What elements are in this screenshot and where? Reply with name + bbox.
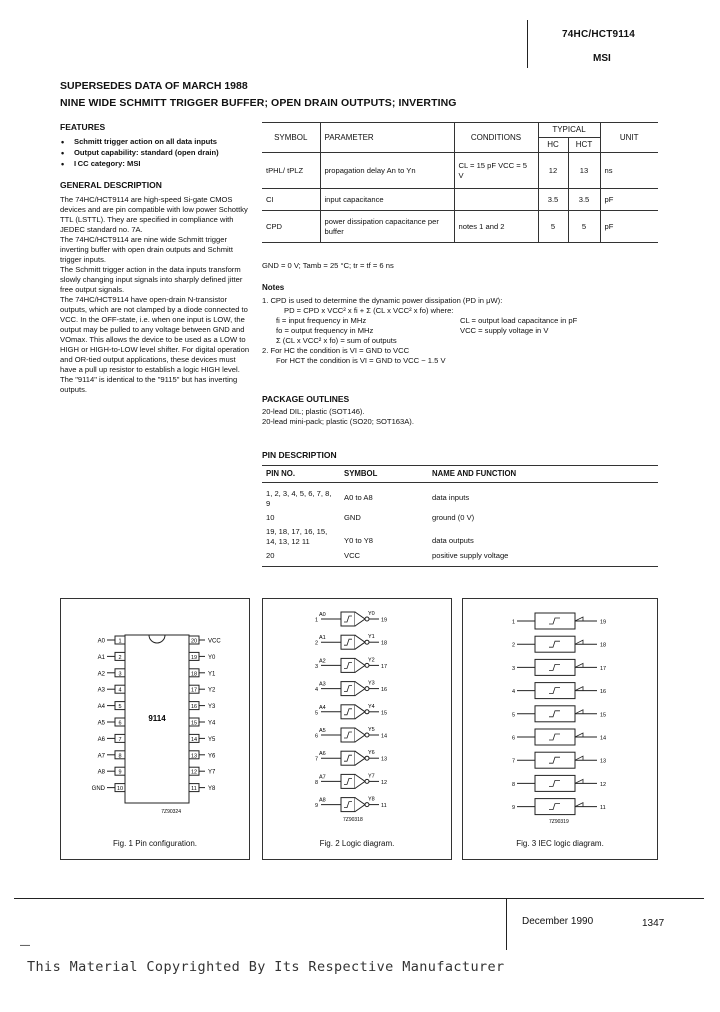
cell-unit: ns — [600, 153, 658, 189]
package-outlines — [262, 394, 414, 427]
iec-element-box — [535, 799, 575, 815]
note-line: VCC = supply voltage in V — [460, 326, 549, 335]
pin-label-right: VCC — [208, 638, 221, 645]
inversion-flag — [575, 710, 583, 714]
footer-divider — [14, 898, 704, 899]
output-pin-number: 19 — [600, 619, 607, 626]
inversion-flag — [575, 640, 583, 644]
feature-item: • Output capability: standard (open drain) — [60, 148, 250, 158]
iec-element-box — [535, 683, 575, 699]
output-pin-number: 18 — [600, 642, 607, 649]
pin-number-right: 16 — [190, 704, 198, 711]
input-pin-number: 1 — [511, 619, 515, 626]
input-pin-number: 6 — [511, 735, 515, 742]
inversion-bubble — [365, 779, 369, 783]
inverter-triangle — [355, 728, 365, 742]
output-pin-number: 17 — [381, 663, 388, 670]
features-heading: FEATURES — [60, 122, 106, 132]
iec-element-box — [535, 659, 575, 675]
feature-item: • I CC category: MSI — [60, 159, 250, 169]
iec-element-box — [535, 613, 575, 629]
iec-element-box — [535, 752, 575, 768]
general-description-heading: GENERAL DESCRIPTION — [60, 180, 162, 190]
pin-label-right: Y7 — [208, 769, 216, 776]
inverter-triangle — [355, 658, 365, 672]
description-paragraph: The 74HC/HCT9114 are nine wide Schmitt trigger inverting buffer with open drain outputs and Schmitt trigger inputs. — [60, 235, 233, 264]
note-line: Σ (CL x VCC² x fo) = sum of outputs — [276, 336, 397, 345]
col-hct: HCT — [568, 138, 600, 153]
document-title: NINE WIDE SCHMITT TRIGGER BUFFER; OPEN DRAIN OUTPUTS; INVERTING — [60, 97, 457, 109]
cell-conditions: CL = 15 pF VCC = 5 V — [454, 153, 538, 189]
cell-hc: 12 — [538, 153, 568, 189]
pin-label-left: A7 — [97, 753, 105, 760]
input-label: A5 — [319, 728, 326, 734]
table-row — [262, 153, 658, 189]
pin-label-right: Y8 — [208, 786, 216, 793]
inverter-triangle — [355, 798, 365, 812]
cell-hct: 3.5 — [568, 189, 600, 211]
inversion-flag — [575, 803, 583, 807]
output-label: Y0 — [368, 611, 375, 617]
col-name: NAME AND FUNCTION — [428, 466, 658, 483]
note-line: PD = CPD x VCC² x fi + Σ (CL x VCC² x fo) where: — [284, 306, 454, 315]
note-line: 1. CPD is used to determine the dynamic power dissipation (PD in μW): — [262, 296, 503, 305]
output-label: Y6 — [368, 750, 375, 757]
output-pin-number: 11 — [381, 803, 387, 810]
input-label: A7 — [319, 774, 326, 781]
pin-label-left: GND — [91, 786, 105, 793]
test-conditions: GND = 0 V; Tamb = 25 °C; tr = tf = 6 ns — [262, 261, 394, 270]
input-pin-number: 6 — [314, 733, 318, 740]
iec-element-box — [535, 729, 575, 745]
note-pair — [262, 316, 662, 326]
table-row — [262, 211, 658, 243]
pin-number-left: 7 — [118, 736, 122, 743]
figure-caption: Fig. 1 Pin configuration. — [112, 839, 198, 848]
output-pin-number: 16 — [381, 687, 388, 694]
input-pin-number: 4 — [314, 687, 318, 694]
inversion-bubble — [365, 756, 369, 760]
output-pin-number: 16 — [600, 689, 607, 696]
pin-number-right: 12 — [190, 769, 198, 776]
pin-number-left: 3 — [118, 671, 122, 678]
pin-number-left: 10 — [116, 786, 124, 793]
pin-label-left: A3 — [97, 687, 105, 694]
cell-pin: 20 — [262, 549, 340, 567]
note-line: For HCT the condition is VI = GND to VCC − 1.5 V — [276, 356, 446, 365]
cell-name: ground (0 V) — [432, 513, 475, 522]
inversion-bubble — [365, 640, 369, 644]
table-row — [262, 511, 658, 525]
description-paragraph: The 74HC/HCT9114 have open-drain N-transistor outputs, which are not clamped by a diode connected to VCC. In the OFF-state, i.e. when one input is LOW, the output may be pulled to any voltage between GND and VOmax. This allows the device to be used as a LOW to HIGH or HIGH-to-LOW level shifter. For digital operation and OR-tied output applications, these devices must have a pull up resistor to establish a logic HIGH level. — [60, 295, 250, 374]
note-line: fo = output frequency in MHz — [276, 326, 374, 335]
pin-label-left: A6 — [97, 736, 105, 743]
output-label: Y7 — [368, 773, 375, 780]
description-paragraph: The 74HC/HCT9114 are high-speed Si-gate CMOS devices and are pin compatible with low power Schottky TTL (LSTTL). They are specified in compliance with JEDEC standard no. 7A. — [60, 195, 248, 234]
pin-number-right: 19 — [190, 654, 198, 661]
table-row — [262, 525, 658, 549]
footer-dash: — — [20, 940, 30, 951]
figure-caption: Fig. 2 Logic diagram. — [319, 839, 395, 848]
inverter-triangle — [355, 635, 365, 649]
footer-date: December 1990 — [522, 916, 594, 927]
output-label: Y2 — [368, 657, 375, 664]
left-column — [60, 122, 250, 395]
output-pin-number: 18 — [381, 640, 388, 647]
cell-name: data inputs — [432, 493, 470, 502]
inverter-triangle — [355, 774, 365, 788]
cell-conditions: notes 1 and 2 — [454, 211, 538, 243]
inversion-flag — [575, 779, 583, 783]
output-pin-number: 19 — [381, 617, 388, 624]
inversion-bubble — [365, 710, 369, 714]
col-typical: TYPICAL — [538, 123, 600, 138]
input-pin-number: 3 — [511, 665, 515, 672]
cell-symbol: GND — [344, 513, 361, 522]
input-label: A6 — [319, 751, 326, 758]
cell-unit: pF — [600, 211, 658, 243]
output-pin-number: 15 — [600, 712, 607, 719]
figure-iec-logic-diagram — [462, 598, 658, 860]
pin-configuration-diagram — [61, 599, 251, 829]
pin-number-right: 14 — [190, 736, 198, 743]
cell-symbol: Y0 to Y8 — [344, 536, 373, 545]
note-line: 2. For HC the condition is VI = GND to VCC — [262, 346, 410, 355]
col-symbol: SYMBOL — [262, 123, 320, 153]
supersedes-note: SUPERSEDES DATA OF MARCH 1988 — [60, 80, 248, 92]
input-pin-number: 8 — [314, 779, 318, 786]
cell-hc: 3.5 — [538, 189, 568, 211]
table-row — [262, 189, 658, 211]
pin-number-right: 20 — [190, 638, 198, 645]
cell-symbol: VCC — [340, 549, 428, 567]
feature-item: • Schmitt trigger action on all data inputs — [60, 137, 250, 147]
input-pin-number: 2 — [511, 642, 515, 649]
inversion-flag — [575, 663, 583, 667]
inverter-triangle — [355, 682, 365, 696]
input-label: A0 — [319, 612, 326, 618]
cell-parameter: propagation delay An to Yn — [320, 153, 454, 189]
pin-number-right: 13 — [190, 753, 198, 760]
description-paragraph: The Schmitt trigger action in the data inputs transform slowly changing input signals into sharply defined jitter free output signals. — [60, 265, 243, 294]
table-row — [262, 549, 658, 567]
col-parameter: PARAMETER — [320, 123, 454, 153]
logic-diagram — [263, 599, 453, 829]
table-row — [262, 483, 658, 512]
input-pin-number: 9 — [314, 803, 318, 810]
pin-label-right: Y0 — [208, 654, 216, 661]
cell-symbol: A0 to A8 — [344, 493, 373, 502]
output-pin-number: 12 — [600, 781, 607, 788]
figure-code: 7Z90318 — [343, 817, 363, 823]
col-symbol: SYMBOL — [340, 466, 428, 483]
features-list — [60, 137, 250, 169]
note-line: fi = input frequency in MHz — [276, 316, 367, 325]
output-pin-number: 11 — [600, 805, 606, 812]
pin-number-right: 17 — [190, 687, 198, 694]
footer-vertical-divider — [506, 898, 507, 950]
pin-number-left: 8 — [118, 753, 122, 760]
notes-heading: Notes — [262, 283, 285, 292]
input-pin-number: 2 — [314, 640, 318, 647]
col-conditions: CONDITIONS — [454, 123, 538, 153]
note-pair — [262, 326, 662, 336]
pin-number-left: 9 — [118, 769, 122, 776]
category-label: MSI — [593, 53, 611, 64]
cell-pin: 1, 2, 3, 4, 5, 6, 7, 8, 9 — [266, 489, 332, 508]
pin-number-right: 15 — [190, 720, 198, 727]
cell-parameter: power dissipation capacitance per buffer — [320, 211, 454, 243]
inversion-bubble — [365, 617, 369, 621]
iec-element-box — [535, 775, 575, 791]
pin-number-left: 4 — [118, 687, 122, 694]
input-pin-number: 3 — [314, 663, 318, 670]
header-divider — [527, 20, 528, 68]
cell-name: data outputs — [432, 536, 474, 545]
output-pin-number: 14 — [600, 735, 607, 742]
pin-label-left: A0 — [97, 638, 105, 645]
pin-number-right: 11 — [191, 786, 197, 793]
inverter-triangle — [355, 705, 365, 719]
col-unit: UNIT — [600, 123, 658, 153]
output-label: Y3 — [368, 680, 375, 687]
note-line: CL = output load capacitance in pF — [460, 316, 578, 325]
cell-unit: pF — [600, 189, 658, 211]
figure-pin-configuration — [60, 598, 250, 860]
input-label: A3 — [319, 681, 326, 688]
pin-number-left: 2 — [118, 654, 122, 661]
input-pin-number: 9 — [511, 805, 515, 812]
characteristics-table — [262, 122, 658, 243]
pin-description-heading: PIN DESCRIPTION — [262, 450, 337, 460]
pin-number-left: 6 — [118, 720, 122, 727]
pin-number-left: 1 — [118, 638, 122, 645]
output-label: Y1 — [368, 634, 375, 641]
cell-symbol: CPD — [262, 211, 320, 243]
input-pin-number: 7 — [511, 758, 515, 765]
iec-element-box — [535, 636, 575, 652]
col-hc: HC — [538, 138, 568, 153]
cell-hct: 13 — [568, 153, 600, 189]
description-paragraph: The "9114" is identical to the "9115" but has inverting outputs. — [60, 375, 238, 394]
inversion-flag — [575, 756, 583, 760]
input-pin-number: 1 — [314, 617, 318, 624]
page-number: 1347 — [642, 918, 665, 929]
cell-symbol: tPHL/ tPLZ — [262, 153, 320, 189]
figure-code: 7Z90319 — [549, 819, 569, 825]
figure-caption: Fig. 3 IEC logic diagram. — [516, 839, 604, 848]
pin-number-right: 18 — [190, 671, 198, 678]
package-line: 20-lead mini-pack; plastic (SO20; SOT163A). — [262, 417, 414, 426]
pin-label-left: A5 — [97, 720, 105, 727]
pin-description-table — [262, 465, 658, 567]
input-pin-number: 5 — [511, 712, 515, 719]
output-pin-number: 13 — [600, 758, 607, 765]
pin1-notch — [149, 635, 165, 643]
pin-number-left: 5 — [118, 704, 122, 711]
pin-label-right: Y3 — [208, 704, 216, 711]
output-pin-number: 14 — [381, 733, 388, 740]
copyright-notice: This Material Copyrighted By Its Respective Manufacturer — [27, 959, 505, 975]
input-pin-number: 4 — [511, 689, 515, 696]
cell-conditions — [454, 189, 538, 211]
pin-label-left: A8 — [97, 769, 105, 776]
package-line: 20-lead DIL; plastic (SOT146). — [262, 407, 365, 416]
cell-pin: 19, 18, 17, 16, 15, 14, 13, 12 11 — [266, 527, 328, 546]
output-label: Y8 — [368, 796, 375, 803]
part-number: 74HC/HCT9114 — [562, 29, 635, 40]
inversion-bubble — [365, 733, 369, 737]
inversion-flag — [575, 733, 583, 737]
cell-pin: 10 — [266, 513, 275, 522]
output-label: Y4 — [368, 703, 375, 710]
inverter-triangle — [355, 751, 365, 765]
cell-hct: 5 — [568, 211, 600, 243]
pin-label-right: Y2 — [208, 687, 216, 694]
col-pin: PIN NO. — [262, 466, 340, 483]
output-pin-number: 17 — [600, 665, 607, 672]
figure-code: 7Z90324 — [161, 809, 181, 815]
input-pin-number: 7 — [314, 756, 318, 763]
pin-label-right: Y6 — [208, 753, 216, 760]
pin-label-right: Y5 — [208, 736, 216, 743]
pin-label-left: A2 — [97, 671, 105, 678]
chip-label: 9114 — [148, 714, 166, 723]
output-pin-number: 12 — [381, 779, 388, 786]
cell-name: positive supply voltage — [428, 549, 658, 567]
inversion-bubble — [365, 687, 369, 691]
cell-hc: 5 — [538, 211, 568, 243]
output-label: Y5 — [368, 727, 375, 733]
iec-logic-diagram — [463, 599, 659, 829]
iec-element-box — [535, 706, 575, 722]
inversion-flag — [575, 687, 583, 691]
inversion-flag — [575, 617, 583, 621]
input-label: A2 — [319, 658, 326, 665]
output-pin-number: 13 — [381, 756, 388, 763]
input-pin-number: 8 — [511, 781, 515, 788]
inverter-triangle — [355, 612, 365, 626]
package-heading: PACKAGE OUTLINES — [262, 394, 350, 404]
cell-symbol: CI — [262, 189, 320, 211]
input-label: A8 — [319, 797, 326, 804]
pin-label-left: A4 — [97, 704, 105, 711]
input-label: A4 — [319, 704, 326, 711]
output-pin-number: 15 — [381, 710, 388, 717]
pin-label-right: Y1 — [208, 671, 216, 678]
cell-parameter: input capacitance — [320, 189, 454, 211]
inversion-bubble — [365, 803, 369, 807]
pin-label-left: A1 — [97, 654, 105, 661]
figure-logic-diagram — [262, 598, 452, 860]
inversion-bubble — [365, 663, 369, 667]
pin-label-right: Y4 — [208, 720, 216, 727]
input-pin-number: 5 — [314, 710, 318, 717]
notes-block — [262, 283, 662, 366]
input-label: A1 — [319, 635, 326, 642]
